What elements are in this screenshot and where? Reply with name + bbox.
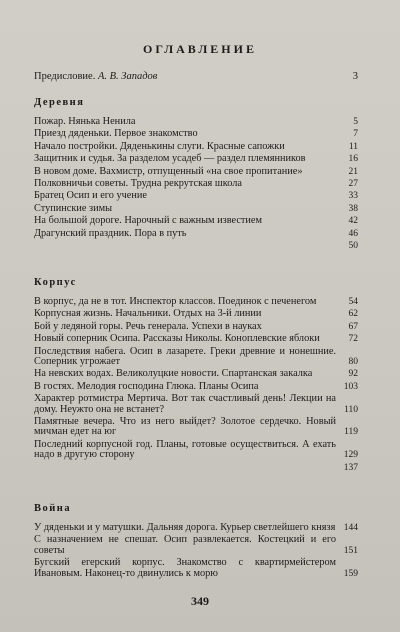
entry-page: 46 bbox=[348, 228, 358, 239]
entry-page: 110 bbox=[344, 404, 358, 415]
entry-page: 67 bbox=[348, 321, 358, 332]
toc-entry bbox=[34, 334, 358, 344]
entry-text: Приезд дяденьки. Первое знакомство bbox=[34, 128, 198, 140]
entry-text: В новом доме. Вахмистр, отпущенный «на свое пропитание» bbox=[34, 165, 303, 177]
toc-entry bbox=[34, 129, 358, 139]
entry-page: 62 bbox=[348, 309, 358, 320]
toc-entry bbox=[34, 179, 358, 189]
toc-entry bbox=[34, 142, 358, 152]
entry-page: 72 bbox=[348, 334, 358, 345]
section-korpus bbox=[34, 276, 358, 475]
section-voyna bbox=[34, 502, 358, 581]
entry-page: 11 bbox=[348, 141, 358, 152]
entry-page: 119 bbox=[344, 427, 358, 438]
entry-text bbox=[34, 463, 336, 473]
section-derevnya bbox=[34, 96, 358, 253]
entry-text: В корпус, да не в тот. Инспектор классов. Поединок с печенегом bbox=[34, 296, 317, 307]
preface-page: 3 bbox=[352, 71, 358, 82]
toc-entry bbox=[34, 558, 358, 579]
preface-author: А. В. Западов bbox=[97, 71, 158, 82]
toc-entry bbox=[34, 297, 358, 307]
entry-page: 137 bbox=[343, 462, 358, 473]
entry-text: У дяденьки и у матушки. Дальняя дорога. Курьер светлейшего князя bbox=[34, 522, 336, 533]
entry-text: На невских водах. Великолуцкие новости. Спартанская закалка bbox=[34, 368, 313, 380]
toc-entry bbox=[34, 154, 358, 164]
entry-page: 54 bbox=[348, 297, 358, 307]
toc-entry bbox=[34, 535, 358, 556]
toc-entry-trailing-page bbox=[34, 241, 358, 251]
entry-text: Братец Осип и его учение bbox=[34, 190, 147, 202]
entry-page: 27 bbox=[348, 179, 358, 190]
page-number: 349 bbox=[191, 594, 209, 608]
entry-text bbox=[34, 241, 336, 251]
toc-entry bbox=[34, 216, 358, 226]
preface-text bbox=[34, 70, 353, 83]
toc-entry bbox=[34, 167, 358, 177]
toc-entry bbox=[34, 369, 358, 379]
toc-entry bbox=[34, 229, 358, 239]
toc-entry bbox=[34, 322, 358, 332]
entry-text: Полковничьи советы. Трудна рекрутская школа bbox=[34, 178, 242, 190]
entry-text: Характер ротмистра Мертича. Вот так счастливый день! Лекции на дому. Неужто она не встанет? bbox=[34, 393, 336, 415]
entry-text: Защитник и судья. За разделом усадеб — раздел племянников bbox=[34, 153, 306, 165]
entry-page: 159 bbox=[343, 568, 358, 579]
toc-entry bbox=[34, 191, 358, 201]
entry-text: Последствия набега. Осип в лазарете. Греки древние и нонешние. Соперник угрожает bbox=[34, 345, 336, 368]
section-title: Корпус bbox=[34, 277, 77, 288]
entry-page: 144 bbox=[343, 523, 358, 533]
entry-text: Ступинские зимы bbox=[34, 202, 113, 214]
entry-text: Последний корпусной год. Планы, готовые осуществиться. А ехать надо в другую сторону bbox=[34, 438, 336, 461]
entry-page: 42 bbox=[348, 216, 358, 227]
preface-entry bbox=[34, 70, 358, 83]
entry-text: Бугский егерский корпус. Знакомство с квартирмейстером Ивановым. Наконец-то двинулись к морю bbox=[34, 557, 336, 579]
entry-text: Пожар. Нянька Ненила bbox=[34, 116, 136, 127]
toc-entry bbox=[34, 204, 358, 214]
toc-entry bbox=[34, 117, 358, 127]
entry-text: Драгунский праздник. Пора в путь bbox=[34, 227, 187, 239]
toc-entry bbox=[34, 382, 358, 392]
preface-label: Предисловие. bbox=[34, 71, 96, 82]
entry-page: 151 bbox=[343, 545, 358, 556]
toc-entry bbox=[34, 347, 358, 368]
entry-page: 80 bbox=[348, 357, 358, 368]
entry-text: Новый соперник Осипа. Рассказы Николы. Коноплевские яблоки bbox=[34, 333, 320, 345]
toc-entry-trailing-page bbox=[34, 463, 358, 473]
entry-page: 16 bbox=[348, 154, 358, 165]
entry-text: Начало постройки. Дяденькины слуги. Красные сапожки bbox=[34, 140, 285, 152]
section-title: Война bbox=[34, 503, 72, 514]
entry-text: С назначением не спешат. Осип развлекается. Костецкий и его советы bbox=[34, 534, 336, 556]
toc-entry bbox=[34, 523, 358, 533]
toc-entry bbox=[34, 394, 358, 415]
entry-page: 103 bbox=[343, 381, 358, 392]
toc-entry bbox=[34, 440, 358, 461]
entry-text: В гостях. Мелодия господина Глюка. Планы Осипа bbox=[34, 380, 259, 392]
toc-entry bbox=[34, 309, 358, 319]
section-title: Деревня bbox=[34, 97, 85, 108]
entry-page: 50 bbox=[348, 241, 358, 252]
entry-text: Памятные вечера. Что из него выйдет? Золотое сердечко. Новый мичман едет на юг bbox=[34, 416, 336, 438]
entry-page: 7 bbox=[353, 129, 358, 140]
entry-page: 5 bbox=[353, 117, 358, 127]
entry-page: 92 bbox=[348, 369, 358, 380]
entry-page: 33 bbox=[348, 191, 358, 202]
entry-page: 38 bbox=[348, 203, 358, 214]
entry-page: 129 bbox=[343, 450, 358, 461]
entry-text: Корпусная жизнь. Начальники. Отдых на 3-й линии bbox=[34, 308, 262, 320]
entry-text: На большой дороге. Нарочный с важным известием bbox=[34, 215, 262, 227]
entry-text: Бой у ледяной горы. Речь генерала. Успехи в науках bbox=[34, 320, 262, 332]
toc-title: ОГЛАВЛЕНИЕ bbox=[143, 42, 257, 56]
entry-page: 21 bbox=[348, 166, 358, 177]
toc-entry bbox=[34, 417, 358, 438]
